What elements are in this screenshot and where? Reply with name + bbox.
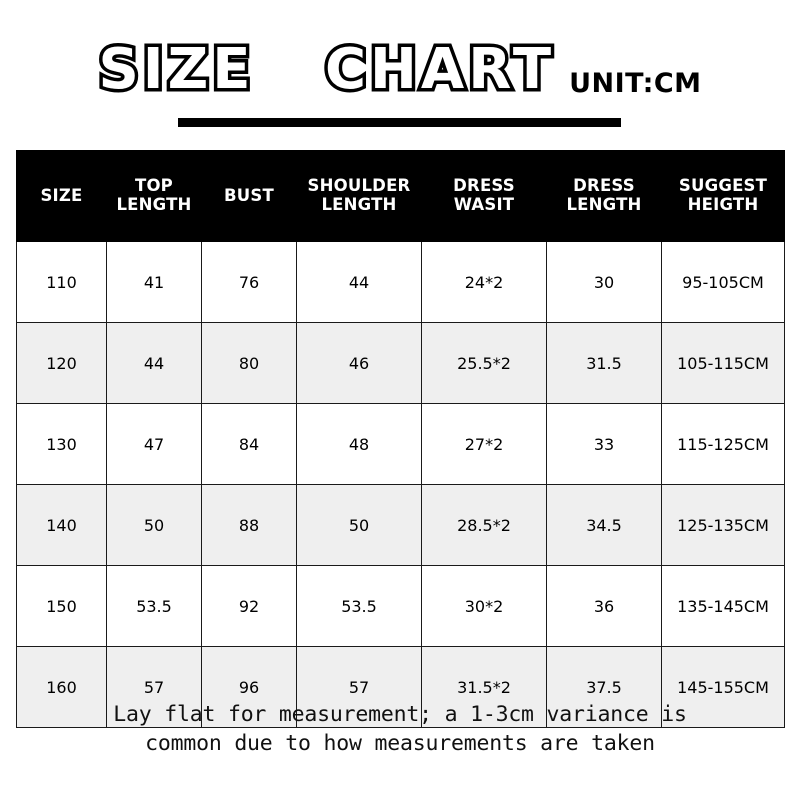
- cell-dress-wasit: 24*2: [422, 242, 547, 323]
- page-title: SIZE CHART: [98, 37, 556, 102]
- cell-size: 160: [17, 647, 107, 728]
- cell-size: 130: [17, 404, 107, 485]
- cell-suggest-heigth: 145-155CM: [662, 647, 785, 728]
- cell-dress-length: 34.5: [547, 485, 662, 566]
- cell-top-length: 41: [107, 242, 202, 323]
- measurement-note: [0, 700, 800, 758]
- table-row: [17, 485, 785, 566]
- cell-dress-wasit: 27*2: [422, 404, 547, 485]
- column-header-suggest-heigth: [662, 151, 785, 242]
- cell-dress-wasit: 28.5*2: [422, 485, 547, 566]
- measurement-note-line1: Lay flat for measurement; a 1-3cm variance is: [113, 702, 687, 727]
- column-header-top-length: [107, 151, 202, 242]
- cell-bust: 96: [202, 647, 297, 728]
- cell-suggest-heigth: 105-115CM: [662, 323, 785, 404]
- cell-shoulder-length: 57: [297, 647, 422, 728]
- column-header-bust: [202, 151, 297, 242]
- table-body: [17, 242, 785, 728]
- column-header-dress-length-line2: LENGTH: [566, 195, 642, 214]
- column-header-shoulder-length-line1: SHOULDER: [307, 176, 411, 196]
- cell-dress-length: 30: [547, 242, 662, 323]
- cell-top-length: 57: [107, 647, 202, 728]
- cell-suggest-heigth: 135-145CM: [662, 566, 785, 647]
- column-header-suggest-heigth-line2: HEIGTH: [687, 195, 759, 214]
- cell-size: 140: [17, 485, 107, 566]
- cell-suggest-heigth: 95-105CM: [662, 242, 785, 323]
- column-header-dress-wasit: [422, 151, 547, 242]
- title-row: [0, 37, 800, 102]
- table-row: [17, 242, 785, 323]
- table-row: [17, 323, 785, 404]
- cell-shoulder-length: 50: [297, 485, 422, 566]
- cell-shoulder-length: 46: [297, 323, 422, 404]
- cell-bust: 92: [202, 566, 297, 647]
- measurement-note-line2: common due to how measurements are taken: [145, 731, 655, 757]
- cell-bust: 76: [202, 242, 297, 323]
- cell-size: 110: [17, 242, 107, 323]
- cell-bust: 80: [202, 323, 297, 404]
- cell-size: 120: [17, 323, 107, 404]
- cell-dress-wasit: 31.5*2: [422, 647, 547, 728]
- unit-label: UNIT:CM: [569, 68, 702, 99]
- cell-shoulder-length: 48: [297, 404, 422, 485]
- table-head: [17, 151, 785, 242]
- size-chart-table: [16, 150, 785, 728]
- cell-bust: 88: [202, 485, 297, 566]
- cell-top-length: 47: [107, 404, 202, 485]
- column-header-suggest-heigth-line1: SUGGEST: [678, 176, 768, 196]
- cell-dress-wasit: 30*2: [422, 566, 547, 647]
- cell-dress-wasit: 25.5*2: [422, 323, 547, 404]
- table-header-row: [17, 151, 785, 242]
- size-table-wrapper: [16, 150, 784, 728]
- cell-suggest-heigth: 115-125CM: [662, 404, 785, 485]
- cell-shoulder-length: 44: [297, 242, 422, 323]
- cell-suggest-heigth: 125-135CM: [662, 485, 785, 566]
- cell-size: 150: [17, 566, 107, 647]
- cell-dress-length: 31.5: [547, 323, 662, 404]
- table-row: [17, 404, 785, 485]
- cell-dress-length: 37.5: [547, 647, 662, 728]
- column-header-dress-length: [547, 151, 662, 242]
- column-header-shoulder-length-line2: LENGTH: [321, 195, 397, 214]
- cell-shoulder-length: 53.5: [297, 566, 422, 647]
- title-block: [0, 0, 800, 130]
- column-header-shoulder-length: [297, 151, 422, 242]
- column-header-dress-length-line1: DRESS: [573, 176, 635, 196]
- table-row: [17, 566, 785, 647]
- cell-top-length: 53.5: [107, 566, 202, 647]
- column-header-size-line1: SIZE: [40, 185, 83, 205]
- column-header-bust-line1: BUST: [224, 185, 274, 205]
- column-header-dress-wasit-line1: DRESS WASIT: [453, 176, 515, 214]
- cell-top-length: 44: [107, 323, 202, 404]
- column-header-size: [17, 151, 107, 242]
- title-underline: [178, 118, 621, 127]
- cell-dress-length: 36: [547, 566, 662, 647]
- column-header-top-length-line1: TOP: [135, 176, 173, 196]
- cell-bust: 84: [202, 404, 297, 485]
- cell-top-length: 50: [107, 485, 202, 566]
- cell-dress-length: 33: [547, 404, 662, 485]
- column-header-top-length-line2: LENGTH: [116, 195, 192, 214]
